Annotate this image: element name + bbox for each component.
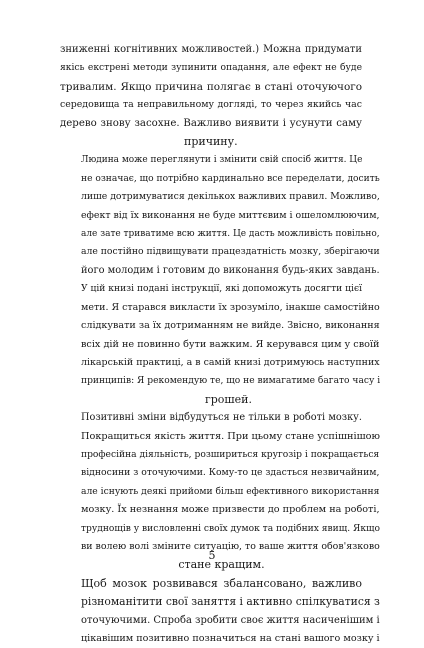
text-line: Щоб мозок розвивався збалансовано, важливо: [81, 576, 362, 590]
text-line: труднощів у висловленні своїх думок та подібних явищ. Якщо: [81, 523, 380, 534]
text-line: дерево знову засохне. Важливо виявити і усунути саму: [60, 117, 362, 129]
paragraph: [60, 41, 362, 151]
text-line: якісь екстрені методи зупинити опадання, але ефект не буде: [60, 62, 362, 74]
text-line: ефект від їх виконання не буде миттєвим і ошеломлюючим,: [81, 209, 380, 221]
text-line: цікавішим позитивно позначиться на стані вашого мозку і: [81, 633, 380, 644]
text-line: мозку. Їх незнання може призвести до проблем на роботі,: [81, 504, 380, 516]
text-line: професійна діяльність, розшириться кругозір і покращається: [81, 449, 380, 460]
paragraph: [60, 151, 380, 280]
text-line: але постійно підвищувати працездатність мозку, зберігаючи: [81, 246, 380, 258]
text-line: тривалим. Якщо причина полягає в стані оточуючого: [60, 80, 362, 93]
text-line: оточуючими. Спроба зробити своє життя насиченішим і: [81, 614, 380, 626]
text-line: лише дотримуватися декількох важливих правил. Можливо,: [81, 191, 380, 203]
text-line: грошей.: [205, 392, 252, 406]
text-line: причину.: [184, 135, 238, 149]
text-line: принципів: Я рекомендую те, що не вимагатиме багато часу і: [81, 376, 381, 387]
text-line: не означає, що потрібно кардинально все переделати, досить: [81, 173, 380, 184]
paragraph: [60, 575, 380, 648]
text-line: Позитивні зміни відбудуться не тільки в роботі мозку.: [81, 412, 362, 424]
text-line: ви волею волі зміните ситуацію, то ваше життя обов'язково: [81, 540, 380, 552]
text-line: середовища та неправильному догляді, то через якийсь час: [60, 99, 362, 111]
text-line: але існують деякі прийоми більш ефективного використання: [81, 485, 380, 497]
text-line: слідкувати за їх дотриманням не вийде. Звісно, виконання: [81, 320, 380, 332]
text-line: різноманітити свої заняття і активно спілкуватися з: [81, 595, 380, 609]
text-line: всіх дій не повинно бути важким. Я керувався цим у своїй: [81, 338, 380, 350]
text-line: стане кращим.: [178, 558, 265, 572]
paragraph: [60, 280, 381, 409]
text-line: зниженні когнітивних можливостей.) Можна придумати: [60, 44, 362, 55]
text-line: Покращиться якість життя. При цьому стане успішнішою: [81, 430, 380, 442]
text-line: його молодим і готовим до виконання будь-яких завдань.: [81, 264, 380, 276]
text-line: відносини з оточуючими. Кому-то це здасться незвичайним,: [81, 467, 380, 479]
text-line: але зате триватиме всю життя. Це дасть можливість повільно,: [81, 229, 380, 240]
text-line: мети. Я старався викласти їх зрозуміло, інакше самостійно: [81, 301, 380, 313]
page-number: 5: [208, 549, 216, 562]
text-line: У цій книзі подані інструкції, які допоможуть досягти цієї: [81, 284, 362, 295]
text-line: Людина може переглянути і змінити свій спосіб життя. Це: [81, 155, 363, 166]
text-line: лікарській практиці, а в самій книзі дотримуюсь наступних: [81, 356, 380, 368]
